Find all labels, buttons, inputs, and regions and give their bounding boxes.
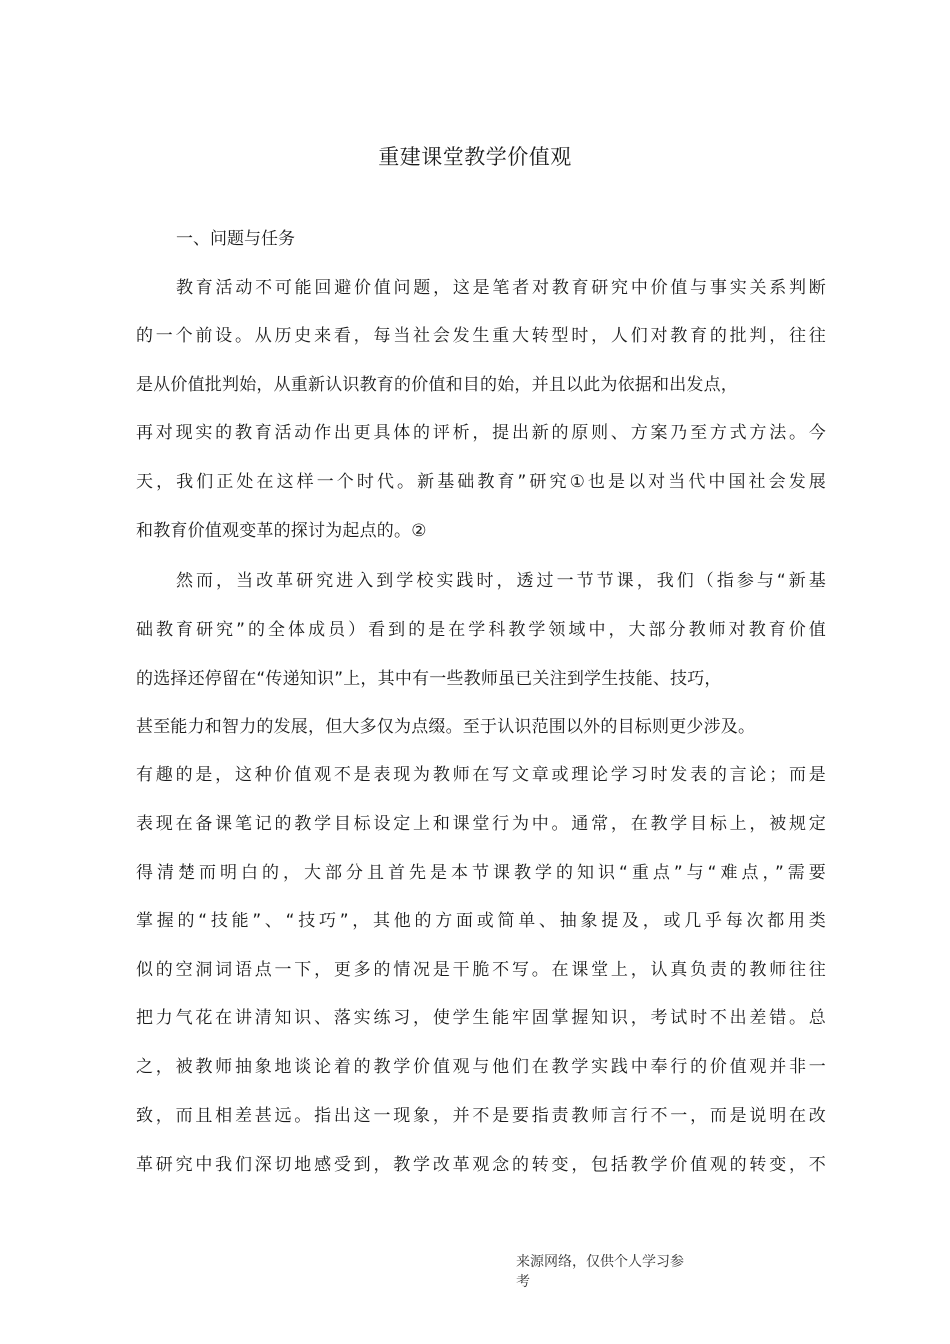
paragraph-line: 表现在备课笔记的教学目标设定上和课堂行为中。通常，在教学目标上，被规定 xyxy=(136,814,826,834)
page-title: 重建课堂教学价值观 xyxy=(378,145,572,169)
section-heading: 一、问题与任务 xyxy=(176,229,295,249)
paragraph-line: 础教育研究”的全体成员）看到的是在学科教学领域中，大部分教师对教育价值 xyxy=(136,620,826,640)
paragraph-line: 然而，当改革研究进入到学校实践时，透过一节节课，我们（指参与“新基 xyxy=(176,571,826,591)
paragraph-line: 得清楚而明白的，大部分且首先是本节课教学的知识“重点”与“难点，”需要 xyxy=(136,863,826,883)
paragraph-line: 天，我们正处在这样一个时代。新基础教育”研究①也是以对当代中国社会发展 xyxy=(136,472,826,492)
paragraph-line: 和教育价值观变革的探讨为起点的。② xyxy=(136,521,427,541)
paragraph-line: 是从价值批判始，从重新认识教育的价值和目的始，并且以此为依据和出发点， xyxy=(136,375,738,395)
footer-note-line: 考 xyxy=(516,1274,530,1290)
footer-note-line: 来源网络，仅供个人学习参 xyxy=(516,1254,684,1270)
paragraph-line: 似的空洞词语点一下，更多的情况是干脆不写。在课堂上，认真负责的教师往往 xyxy=(136,960,826,980)
paragraph-line: 掌握的“技能”、“技巧”，其他的方面或简单、抽象提及，或几乎每次都用类 xyxy=(136,911,826,931)
paragraph-line: 教育活动不可能回避价值问题，这是笔者对教育研究中价值与事实关系判断 xyxy=(176,278,826,298)
paragraph-line: 革研究中我们深切地感受到，教学改革观念的转变，包括教学价值观的转变，不 xyxy=(136,1155,826,1175)
paragraph-line: 的选择还停留在“传递知识”上，其中有一些教师虽已关注到学生技能、技巧， xyxy=(136,669,722,689)
paragraph-line: 之，被教师抽象地谈论着的教学价值观与他们在教学实践中奉行的价值观并非一 xyxy=(136,1057,826,1077)
paragraph-line: 有趣的是，这种价值观不是表现为教师在写文章或理论学习时发表的言论；而是 xyxy=(136,765,826,785)
footer-note xyxy=(516,1252,716,1292)
paragraph-line: 再对现实的教育活动作出更具体的评析，提出新的原则、方案乃至方式方法。今 xyxy=(136,423,826,443)
paragraph-line: 的一个前设。从历史来看，每当社会发生重大转型时，人们对教育的批判，往往 xyxy=(136,326,826,346)
paragraph-line: 把力气花在讲清知识、落实练习，使学生能牢固掌握知识，考试时不出差错。总 xyxy=(136,1008,826,1028)
paragraph-line: 甚至能力和智力的发展，但大多仅为点缀。至于认识范围以外的目标则更少涉及。 xyxy=(136,717,756,737)
paragraph-line: 致，而且相差甚远。指出这一现象，并不是要指责教师言行不一，而是说明在改 xyxy=(136,1106,826,1126)
